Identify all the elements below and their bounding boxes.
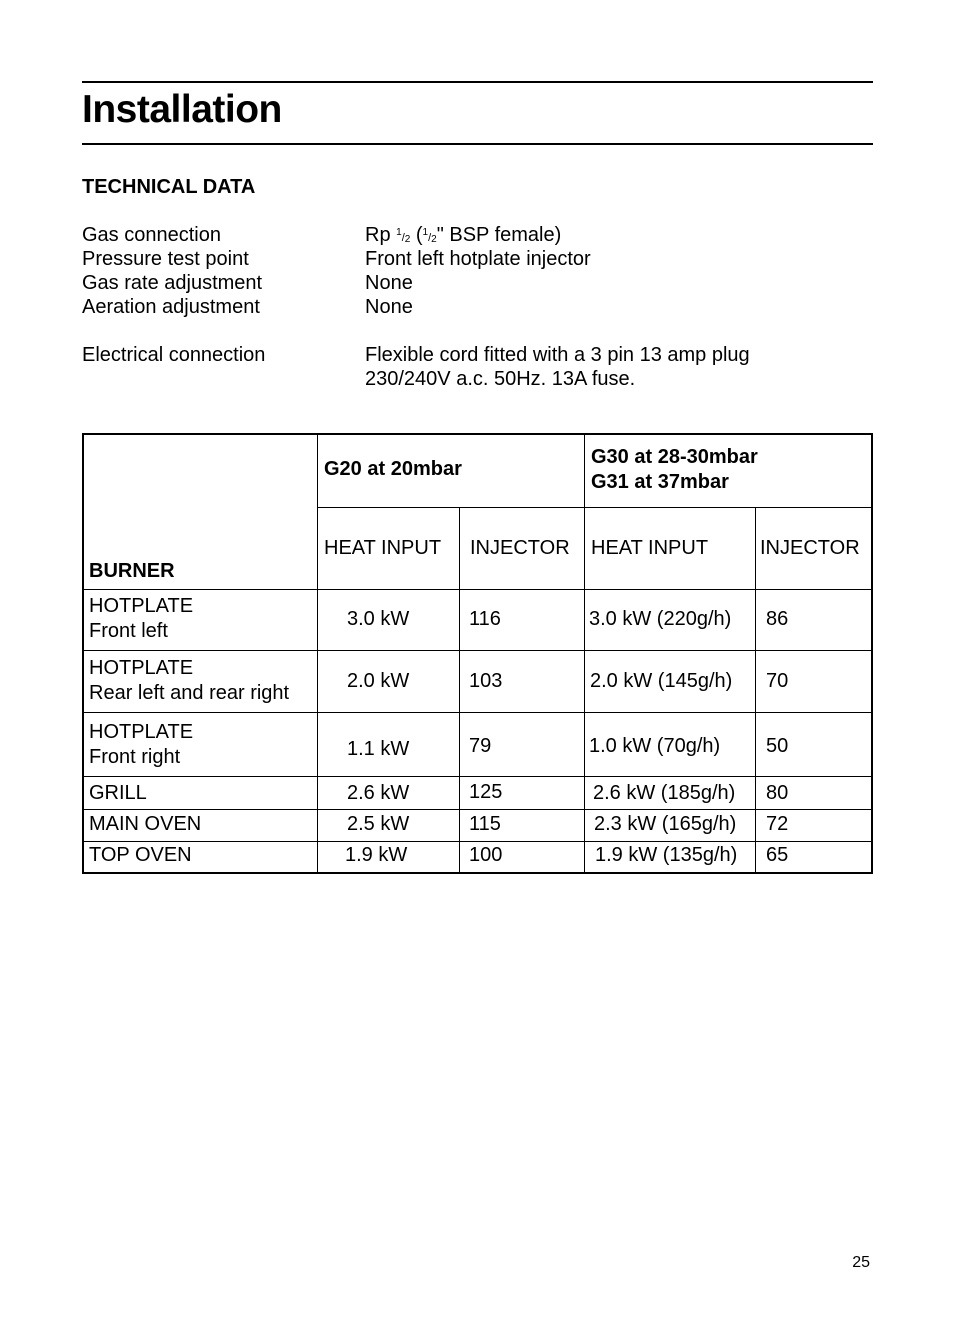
row-g30-injector: 70 bbox=[766, 670, 789, 692]
row-g20-injector: 103 bbox=[469, 670, 503, 692]
fraction-half-2: $^1/_2$ bbox=[422, 227, 437, 245]
row-g30-injector: 65 bbox=[766, 844, 789, 866]
page-number: 25 bbox=[852, 1254, 870, 1271]
spec-value-aeration-adjustment: None bbox=[365, 296, 413, 318]
row-burner-line2: Rear left and rear right bbox=[89, 682, 290, 704]
spec-value-prefix: Rp bbox=[365, 224, 397, 246]
table-row-divider bbox=[84, 776, 871, 777]
header-g30-injector: INJECTOR bbox=[760, 537, 860, 559]
fraction-half: $^1/_2$ bbox=[396, 227, 411, 245]
row-g30-heat: 1.9 kW (135g/h) bbox=[595, 844, 738, 866]
spec-label-gas-connection: Gas connection bbox=[82, 224, 221, 246]
row-burner-line1: MAIN OVEN bbox=[89, 813, 202, 835]
header-g30-line2: G31 at 37mbar bbox=[591, 471, 729, 493]
table-row-divider bbox=[84, 841, 871, 842]
header-g20-injector: INJECTOR bbox=[470, 537, 570, 559]
table-row-divider bbox=[84, 589, 871, 590]
header-g20: G20 at 20mbar bbox=[324, 458, 462, 480]
row-g30-heat: 2.6 kW (185g/h) bbox=[593, 782, 736, 804]
title-rule-top bbox=[82, 81, 873, 83]
table-row-divider bbox=[84, 809, 871, 810]
technical-data-table bbox=[82, 433, 873, 874]
table-col-divider bbox=[459, 507, 460, 872]
fraction-denominator: 2 bbox=[404, 234, 411, 245]
spec-value-pressure-test-point: Front left hotplate injector bbox=[365, 248, 591, 270]
row-g30-injector: 86 bbox=[766, 608, 789, 630]
row-g20-heat: 3.0 kW bbox=[347, 608, 410, 630]
row-g20-injector: 100 bbox=[469, 844, 503, 866]
row-burner-line2: Front left bbox=[89, 620, 168, 642]
header-g20-heat-input: HEAT INPUT bbox=[324, 537, 442, 559]
table-row-divider bbox=[317, 507, 871, 508]
header-g30-line1: G30 at 28-30mbar bbox=[591, 446, 758, 468]
row-burner-line2: Front right bbox=[89, 746, 181, 768]
row-g30-injector: 72 bbox=[766, 813, 789, 835]
spec-value-suffix: " BSP female) bbox=[436, 224, 562, 246]
section-heading: TECHNICAL DATA bbox=[82, 176, 256, 198]
spec-label-aeration-adjustment: Aeration adjustment bbox=[82, 296, 260, 318]
row-burner-line1: TOP OVEN bbox=[89, 844, 192, 866]
row-g20-injector: 125 bbox=[469, 781, 503, 803]
table-col-divider bbox=[317, 435, 318, 872]
row-burner-line1: HOTPLATE bbox=[89, 657, 194, 679]
table-row-divider bbox=[84, 712, 871, 713]
header-burner: BURNER bbox=[89, 560, 175, 582]
spec-value-electrical-line1: Flexible cord fitted with a 3 pin 13 amp plug bbox=[365, 344, 750, 366]
row-g20-injector: 116 bbox=[469, 608, 501, 630]
row-g30-heat: 2.0 kW (145g/h) bbox=[590, 670, 733, 692]
row-g20-injector: 115 bbox=[469, 813, 501, 835]
page-title: Installation bbox=[82, 88, 282, 131]
row-g20-injector: 79 bbox=[469, 735, 492, 757]
row-g30-injector: 50 bbox=[766, 735, 789, 757]
spec-label-gas-rate-adjustment: Gas rate adjustment bbox=[82, 272, 263, 294]
row-g20-heat: 1.1 kW bbox=[347, 738, 410, 760]
title-rule-bottom bbox=[82, 143, 873, 145]
spec-label-pressure-test-point: Pressure test point bbox=[82, 248, 249, 270]
row-g30-heat: 1.0 kW (70g/h) bbox=[589, 735, 721, 757]
spec-value-electrical-line2: 230/240V a.c. 50Hz. 13A fuse. bbox=[365, 368, 636, 390]
fraction-numerator: 1 bbox=[396, 227, 402, 238]
spec-value-mid: ( bbox=[410, 224, 423, 246]
row-g30-heat: 3.0 kW (220g/h) bbox=[589, 608, 732, 630]
row-g20-heat: 2.6 kW bbox=[347, 782, 410, 804]
fraction-numerator-2: 1 bbox=[422, 227, 429, 238]
row-g30-heat: 2.3 kW (165g/h) bbox=[594, 813, 737, 835]
spec-value-gas-rate-adjustment: None bbox=[365, 272, 413, 294]
spec-value-gas-connection bbox=[365, 224, 561, 247]
row-burner-line1: GRILL bbox=[89, 782, 147, 804]
row-g20-heat: 2.0 kW bbox=[347, 670, 410, 692]
table-col-divider bbox=[584, 435, 585, 872]
header-g30-heat-input: HEAT INPUT bbox=[591, 537, 709, 559]
table-row-divider bbox=[84, 650, 871, 651]
row-g30-injector: 80 bbox=[766, 782, 789, 804]
fraction-denominator-2: 2 bbox=[431, 234, 437, 245]
table-col-divider bbox=[755, 507, 756, 872]
row-g20-heat: 1.9 kW bbox=[345, 844, 408, 866]
row-g20-heat: 2.5 kW bbox=[347, 813, 410, 835]
row-burner-line1: HOTPLATE bbox=[89, 595, 194, 617]
spec-label-electrical-connection: Electrical connection bbox=[82, 344, 266, 366]
row-burner-line1: HOTPLATE bbox=[89, 721, 194, 743]
